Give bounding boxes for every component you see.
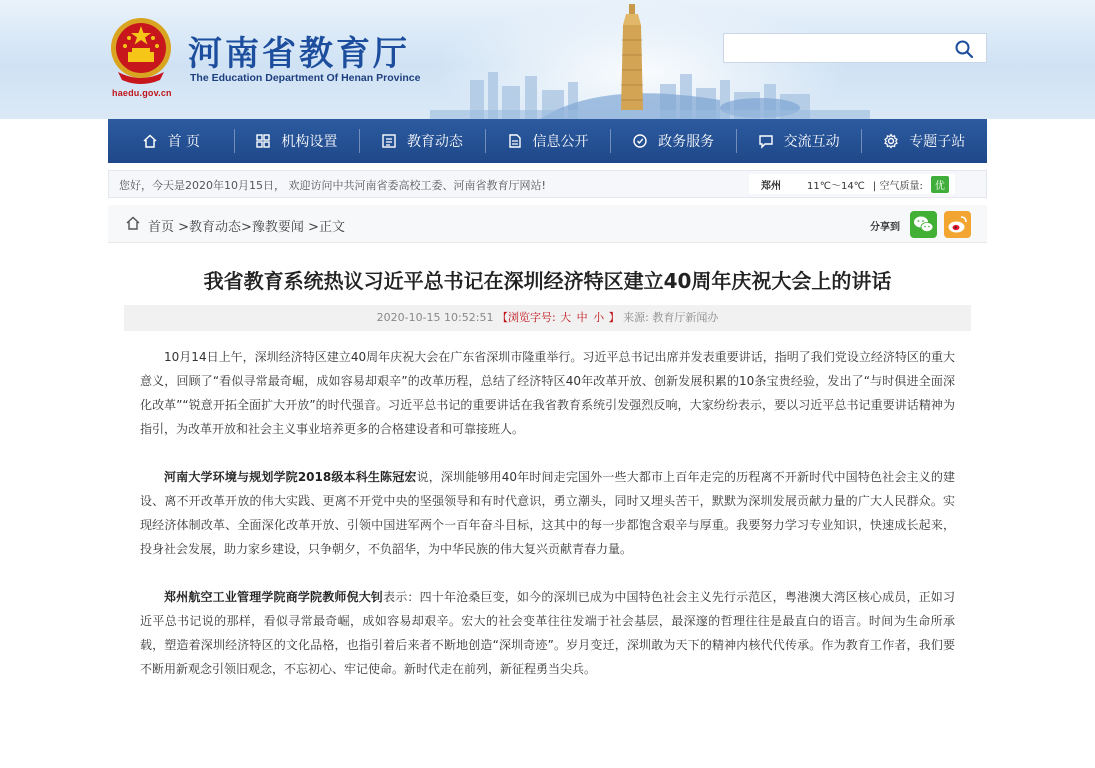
main-nav (108, 119, 987, 163)
document-icon (507, 133, 523, 149)
article-title: 我省教育系统热议习近平总书记在深圳经济特区建立40周年庆祝大会上的讲话 (203, 269, 892, 293)
paragraph-lead: 河南大学环境与规划学院2018级本科生陈冠宏 (164, 470, 417, 484)
site-subtitle: The Education Department Of Henan Province (190, 72, 421, 84)
paragraph-text: 10月14日上午，深圳经济特区建立40周年庆祝大会在广东省深圳市隆重举行。习近平总书记出席并发表重要讲话，指明了我们党设立经济特区的重大意义，回顾了“看似寻常最奇崛，成如容易却艰辛”的改革历程，总结了经济特区40年改革开放、创新发展积累的10条宝贵经验，发出了“与时俱进全面深化改革”“锐意开拓全面扩大开放”的时代强音。习近平总书记的重要讲话在我省教育系统引发强烈反响，大家纷纷表示，要以习近平总书记重要讲话精神为指引，为改革开放和社会主义事业培养更多的合格建设者和可靠接班人。 (140, 350, 955, 436)
greeting-text: 您好，今天是2020年10月15日， 欢迎访问中共河南省委高校工委、河南省教育厅网站! (119, 179, 546, 192)
article-body (140, 345, 955, 705)
font-size-medium-button[interactable]: 中 (576, 311, 588, 324)
nav-item-label: 教育动态 (406, 134, 463, 150)
nav-item-service[interactable] (610, 119, 736, 163)
nav-item-interact[interactable] (736, 119, 862, 163)
org-icon (255, 133, 271, 149)
article-source: 来源: 教育厅新闻办 (623, 311, 719, 324)
font-size-small-button[interactable]: 小 (593, 311, 605, 324)
font-size-open: 【浏览字号: (496, 311, 556, 324)
nav-item-label: 专题子站 (909, 134, 966, 150)
font-size-large-button[interactable]: 大 (560, 311, 572, 324)
weibo-share-icon[interactable] (944, 211, 971, 238)
paragraph-text: 说，深圳能够用40年时间走完国外一些大都市上百年走完的历程离不开新时代中国特色社会主义的建设、离不开改革开放的伟大实践、更离不开党中央的坚强领导和有时代意识，勇立潮头，同时又埋头苦干，默默为深圳发展贡献力量的广大人民群众。实现经济体制改革、全面深化改革开放、引领中国进军两个一百年奋斗目标，这其中的每一步都饱含艰辛与厚重。我要努力学习专业知识，快速成长起来，投身社会发展，助力家乡建设，只争朝夕，不负韶华，为中华民族的伟大复兴贡献青春力量。 (140, 470, 955, 556)
search-input[interactable] (724, 34, 954, 62)
chat-icon (758, 133, 774, 149)
nav-item-home[interactable] (108, 119, 234, 163)
settings-icon (883, 133, 899, 149)
site-title: 河南省教育厅 (188, 34, 410, 74)
article-paragraph (140, 585, 955, 681)
nav-item-news[interactable] (359, 119, 485, 163)
weather-temp: 11℃～14℃ (807, 180, 865, 192)
nav-item-label: 政务服务 (658, 134, 715, 150)
nav-item-label: 机构设置 (281, 134, 338, 150)
weibo-icon (944, 211, 971, 238)
wechat-icon (910, 211, 937, 238)
article-datetime: 2020-10-15 10:52:51 (376, 311, 494, 324)
national-emblem-icon (108, 14, 174, 86)
nav-item-info[interactable] (485, 119, 611, 163)
share-label: 分享到 (870, 222, 900, 233)
site-url: haedu.gov.cn (112, 88, 172, 98)
nav-item-org[interactable] (234, 119, 360, 163)
breadcrumb-bar (108, 205, 987, 243)
breadcrumb[interactable]: 首页 >教育动态>豫教要闻 >正文 (148, 220, 345, 235)
air-quality-badge: 优 (931, 176, 949, 193)
nav-item-label: 信息公开 (532, 134, 589, 150)
nav-item-topics[interactable] (861, 119, 987, 163)
air-quality-label: | 空气质量: (872, 180, 923, 192)
article-paragraph (140, 345, 955, 441)
weather-widget (749, 174, 955, 194)
article-paragraph (140, 465, 955, 561)
nav-item-label: 首 页 (167, 134, 201, 150)
search-box (723, 33, 987, 63)
home-icon (142, 133, 158, 149)
font-size-close: 】 (608, 311, 620, 324)
nav-item-label: 交流互动 (783, 134, 840, 150)
article-meta (124, 305, 971, 331)
header-banner (0, 0, 1095, 119)
greeting-bar (108, 170, 987, 198)
paragraph-lead: 郑州航空工业管理学院商学院教师倪大钊 (164, 590, 384, 604)
paragraph-text: 表示：四十年沧桑巨变，如今的深圳已成为中国特色社会主义先行示范区，粤港澳大湾区核心成员，正如习近平总书记说的那样，看似寻常最奇崛，成如容易却艰辛。宏大的社会变革往往发端于社会基层，最深邃的哲理往往是最直白的语言。时间为生命所承载，塑造着深圳经济特区的文化品格，也指引着后来者不断地创造“深圳奇迹”。岁月变迁，深圳敢为天下的精神内核代代传承。作为教育工作者，我们要不断用新观念引领旧观念，不忘初心、牢记使命。新时代走在前列，新征程勇当尖兵。 (140, 590, 955, 676)
weather-city: 郑州 (761, 180, 781, 192)
home-icon[interactable] (125, 215, 141, 231)
article (108, 243, 987, 768)
service-icon (632, 133, 648, 149)
search-icon[interactable] (954, 39, 974, 59)
news-icon (381, 133, 397, 149)
wechat-share-icon[interactable] (910, 211, 937, 238)
